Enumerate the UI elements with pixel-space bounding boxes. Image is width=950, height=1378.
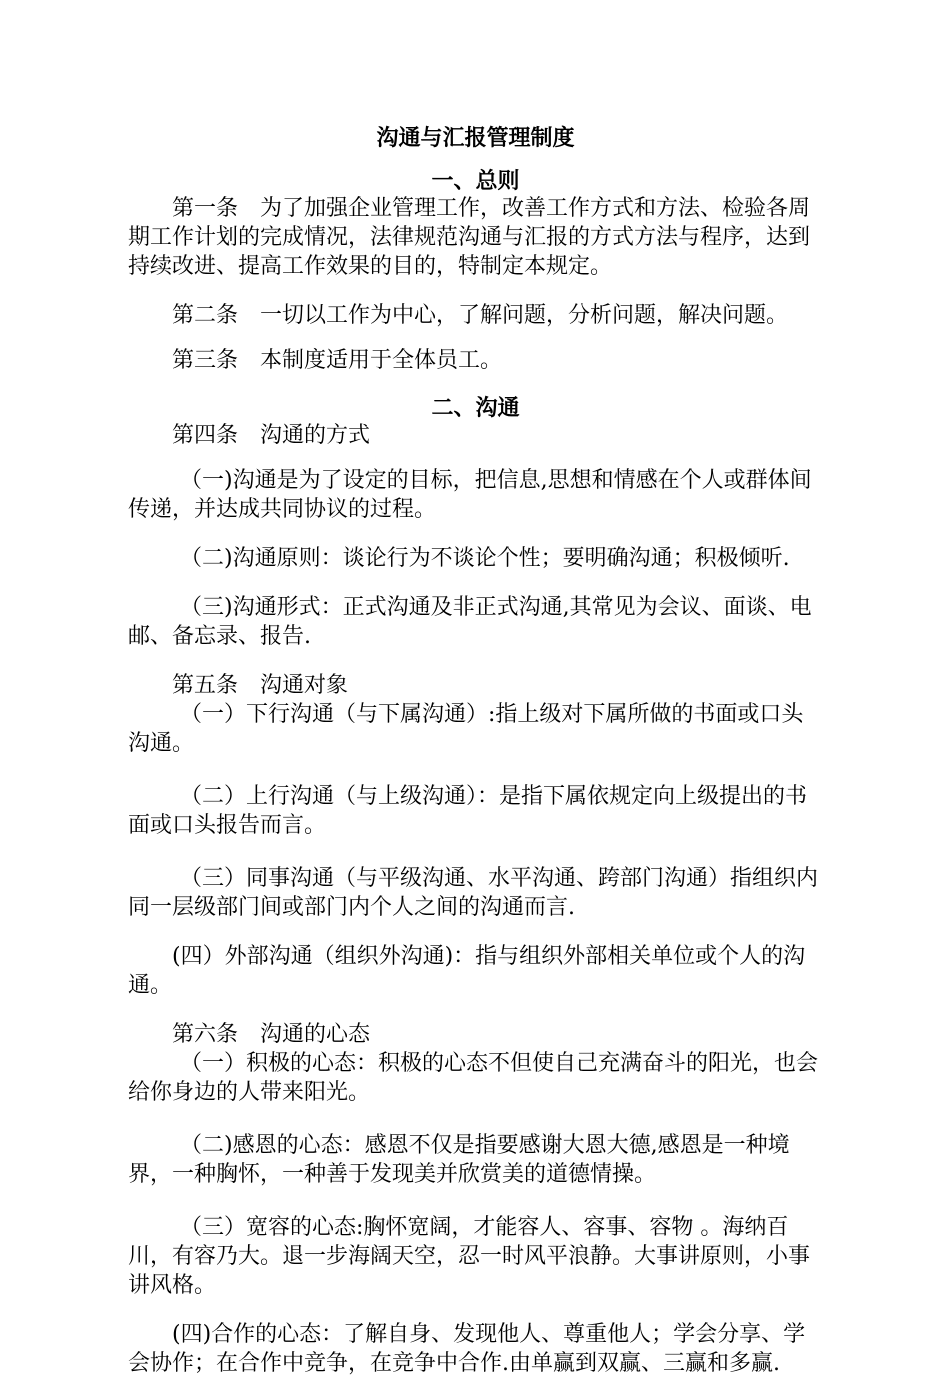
article-5-title: 第五条 沟通对象 bbox=[172, 673, 349, 698]
article-6-item-3: （三）宽容的心态:胸怀宽阔，才能容人、容事、容物 。海纳百川，有容乃大。退一步海阔天空，忍一时风平浪静。大事讲原则，小事讲风格。 bbox=[128, 1215, 811, 1298]
article-5-item-2: （二）上行沟通（与上级沟通）：是指下属依规定向上级提出的书面或口头报告而言。 bbox=[128, 784, 808, 838]
article-2: 第二条 一切以工作为中心，了解问题，分析问题，解决问题。 bbox=[172, 303, 789, 328]
article-4-item-1: （一)沟通是为了设定的目标，把信息,思想和情感在个人或群体间传递，并达成共同协议的过程。 bbox=[128, 468, 812, 522]
article-6-item-4: (四)合作的心态：了解自身、发现他人、尊重他人；学会分享、学会协作；在合作中竞争，在竞争中合作.由单赢到双赢、三赢和多赢. bbox=[128, 1322, 806, 1376]
article-4-item-3: （三)沟通形式：正式沟通及非正式沟通,其常见为会议、面谈、电邮、备忘录、报告. bbox=[128, 595, 812, 649]
article-4-title: 第四条 沟通的方式 bbox=[172, 423, 371, 448]
article-3: 第三条 本制度适用于全体员工。 bbox=[172, 348, 503, 373]
document-title: 沟通与汇报管理制度 bbox=[376, 125, 575, 151]
article-4-item-2: （二)沟通原则：谈论行为不谈论个性；要明确沟通；积极倾听. bbox=[180, 546, 790, 571]
document-body bbox=[128, 118, 823, 1378]
article-5-item-1: （一）下行沟通（与下属沟通）:指上级对下属所做的书面或口头沟通。 bbox=[128, 702, 804, 756]
article-5-item-3: （三）同事沟通（与平级沟通、水平沟通、跨部门沟通）指组织内同一层级部门间或部门内个人之间的沟通而言. bbox=[128, 866, 819, 920]
section-heading-communication: 二、沟通 bbox=[431, 395, 520, 421]
article-6-title: 第六条 沟通的心态 bbox=[172, 1022, 371, 1047]
article-6-item-2: （二)感恩的心态：感恩不仅是指要感谢大恩大德,感恩是一种境界，一种胸怀，一种善于发现美并欣赏美的道德情操。 bbox=[128, 1133, 790, 1187]
section-heading-general: 一、总则 bbox=[431, 168, 520, 194]
article-5-item-4: (四）外部沟通（组织外沟通)：指与组织外部相关单位或个人的沟通。 bbox=[128, 944, 806, 998]
article-6-item-1: （一）积极的心态：积极的心态不但使自己充满奋斗的阳光，也会给你身边的人带来阳光。 bbox=[128, 1051, 819, 1105]
article-1: 第一条 为了加强企业管理工作，改善工作方式和方法、检验各周期工作计划的完成情况，法律规范沟通与汇报的方式方法与程序，达到持续改进、提高工作效果的目的，特制定本规定。 bbox=[128, 196, 811, 279]
